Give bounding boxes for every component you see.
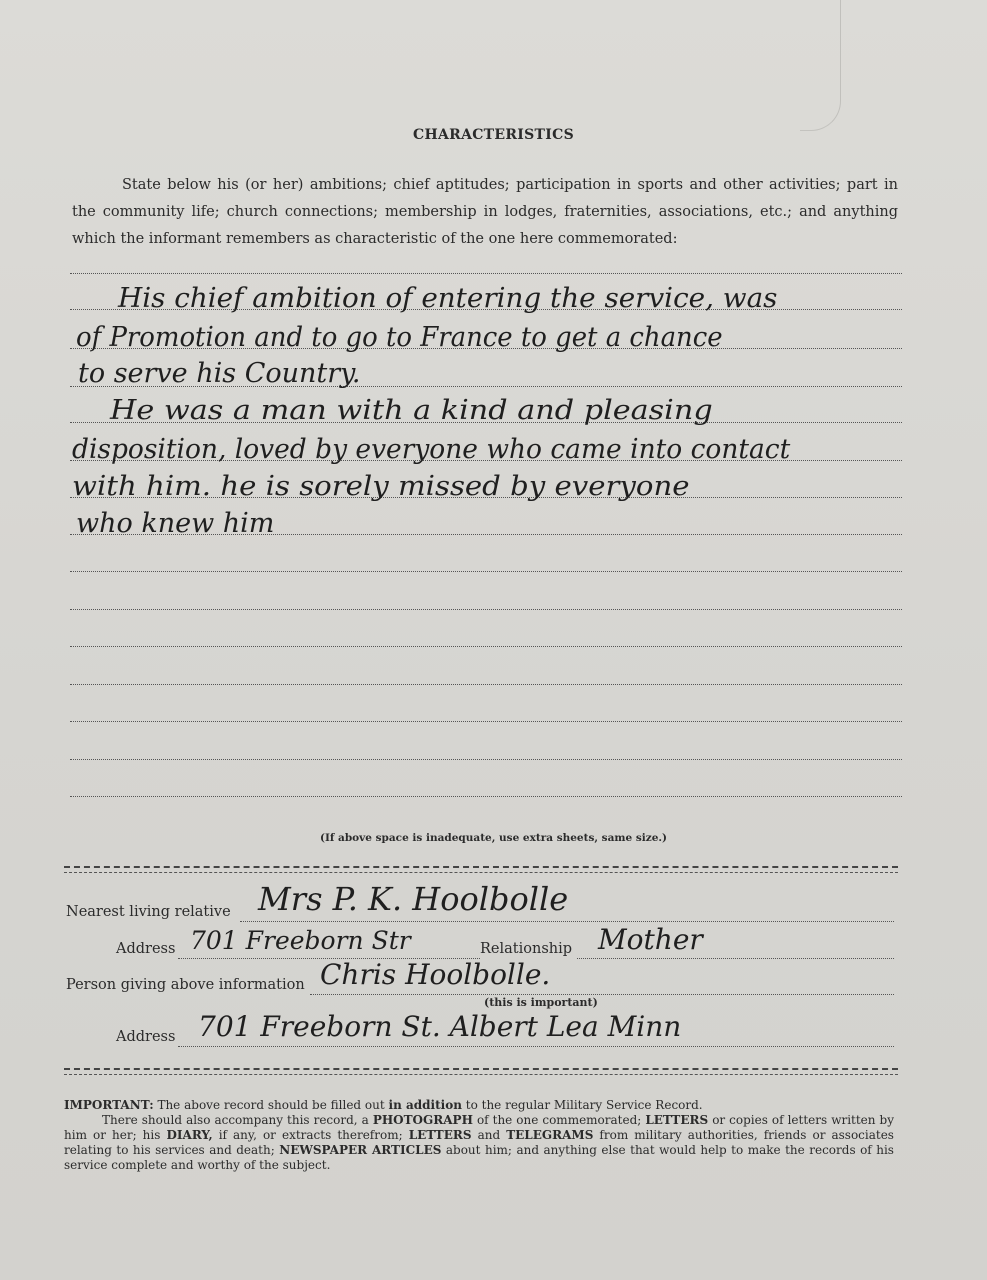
nearest-relative-label: Nearest living relative [66, 904, 231, 920]
writing-line [70, 571, 902, 572]
footer-emphasis: NEWSPAPER ARTICLES [279, 1143, 442, 1157]
relationship-value: Mother [598, 923, 703, 956]
footer-paragraph-1 [64, 1098, 894, 1113]
footer-text: from military authorities, friends or associates relating to his services and death; [64, 1128, 894, 1157]
footer-text: There should also accompany this record, a [102, 1113, 369, 1127]
relationship-label: Relationship [480, 941, 573, 957]
writing-line [70, 796, 902, 797]
footer-text: to the regular Military Service Record. [465, 1098, 703, 1112]
handwritten-line: disposition, loved by everyone who came into contact [72, 434, 791, 465]
page-title: CHARACTERISTICS [413, 127, 574, 143]
footer-text: The above record should be filled out [157, 1098, 385, 1112]
handwritten-line: with him. he is sorely missed by everyone [72, 471, 690, 502]
address2-label: Address [116, 1029, 176, 1045]
important-label: IMPORTANT: [64, 1098, 154, 1112]
section-divider [64, 866, 898, 873]
informant-value: Chris Hoolbolle. [320, 958, 551, 991]
paper-fold-mark [800, 0, 841, 131]
writing-line [70, 273, 902, 274]
address2-value: 701 Freeborn St. Albert Lea Minn [198, 1010, 682, 1043]
footer-paragraph-2 [64, 1113, 894, 1173]
footer-emphasis: LETTERS [408, 1128, 472, 1142]
important-footer [64, 1098, 894, 1173]
footer-text: of the one commemorated; [476, 1113, 642, 1127]
writing-line [70, 684, 902, 685]
instructions-text [72, 172, 898, 253]
handwritten-line: of Promotion and to go to France to get a chance [76, 322, 723, 353]
footer-emphasis: PHOTOGRAPH [372, 1113, 473, 1127]
writing-line [70, 609, 902, 610]
footer-text: about him; and anything else that would help to make the records of his service complete and worthy of the subject. [64, 1143, 894, 1172]
address-value: 701 Freeborn Str [190, 926, 411, 955]
relationship-line [577, 958, 894, 959]
writing-line [70, 759, 902, 760]
handwritten-line: who knew him [76, 508, 275, 539]
handwritten-line: His chief ambition of entering the service, was [118, 283, 778, 314]
footer-emphasis: LETTERS [645, 1113, 709, 1127]
address-label: Address [116, 941, 176, 957]
footer-emphasis: TELEGRAMS [506, 1128, 594, 1142]
footer-text: and [477, 1128, 501, 1142]
nearest-relative-value: Mrs P. K. Hoolbolle [258, 880, 569, 918]
footer-emphasis: DIARY, [166, 1128, 213, 1142]
writing-line [70, 646, 902, 647]
instructions-body: State below his (or her) ambitions; chief aptitudes; participation in sports and other activities; part in the community life; church connections; membership in lodges, fraternities, associations, etc.; and anything which the informant remembers as characteristic of the one here commemorated: [72, 177, 898, 247]
important-note: (this is important) [484, 996, 598, 1009]
handwritten-line: He was a man with a kind and pleasing [110, 395, 713, 426]
section-divider [64, 1068, 898, 1075]
informant-line [310, 994, 894, 995]
handwritten-line: to serve his Country. [78, 358, 361, 389]
address2-line [178, 1046, 894, 1047]
informant-label: Person giving above information [66, 977, 305, 993]
footer-text: if any, or extracts therefrom; [218, 1128, 403, 1142]
space-note: (If above space is inadequate, use extra sheets, same size.) [319, 832, 668, 844]
footer-text: or copies of letters written by him or her; his [64, 1113, 894, 1142]
nearest-relative-line [240, 921, 894, 922]
writing-line [70, 721, 902, 722]
footer-emphasis: in addition [388, 1098, 462, 1112]
